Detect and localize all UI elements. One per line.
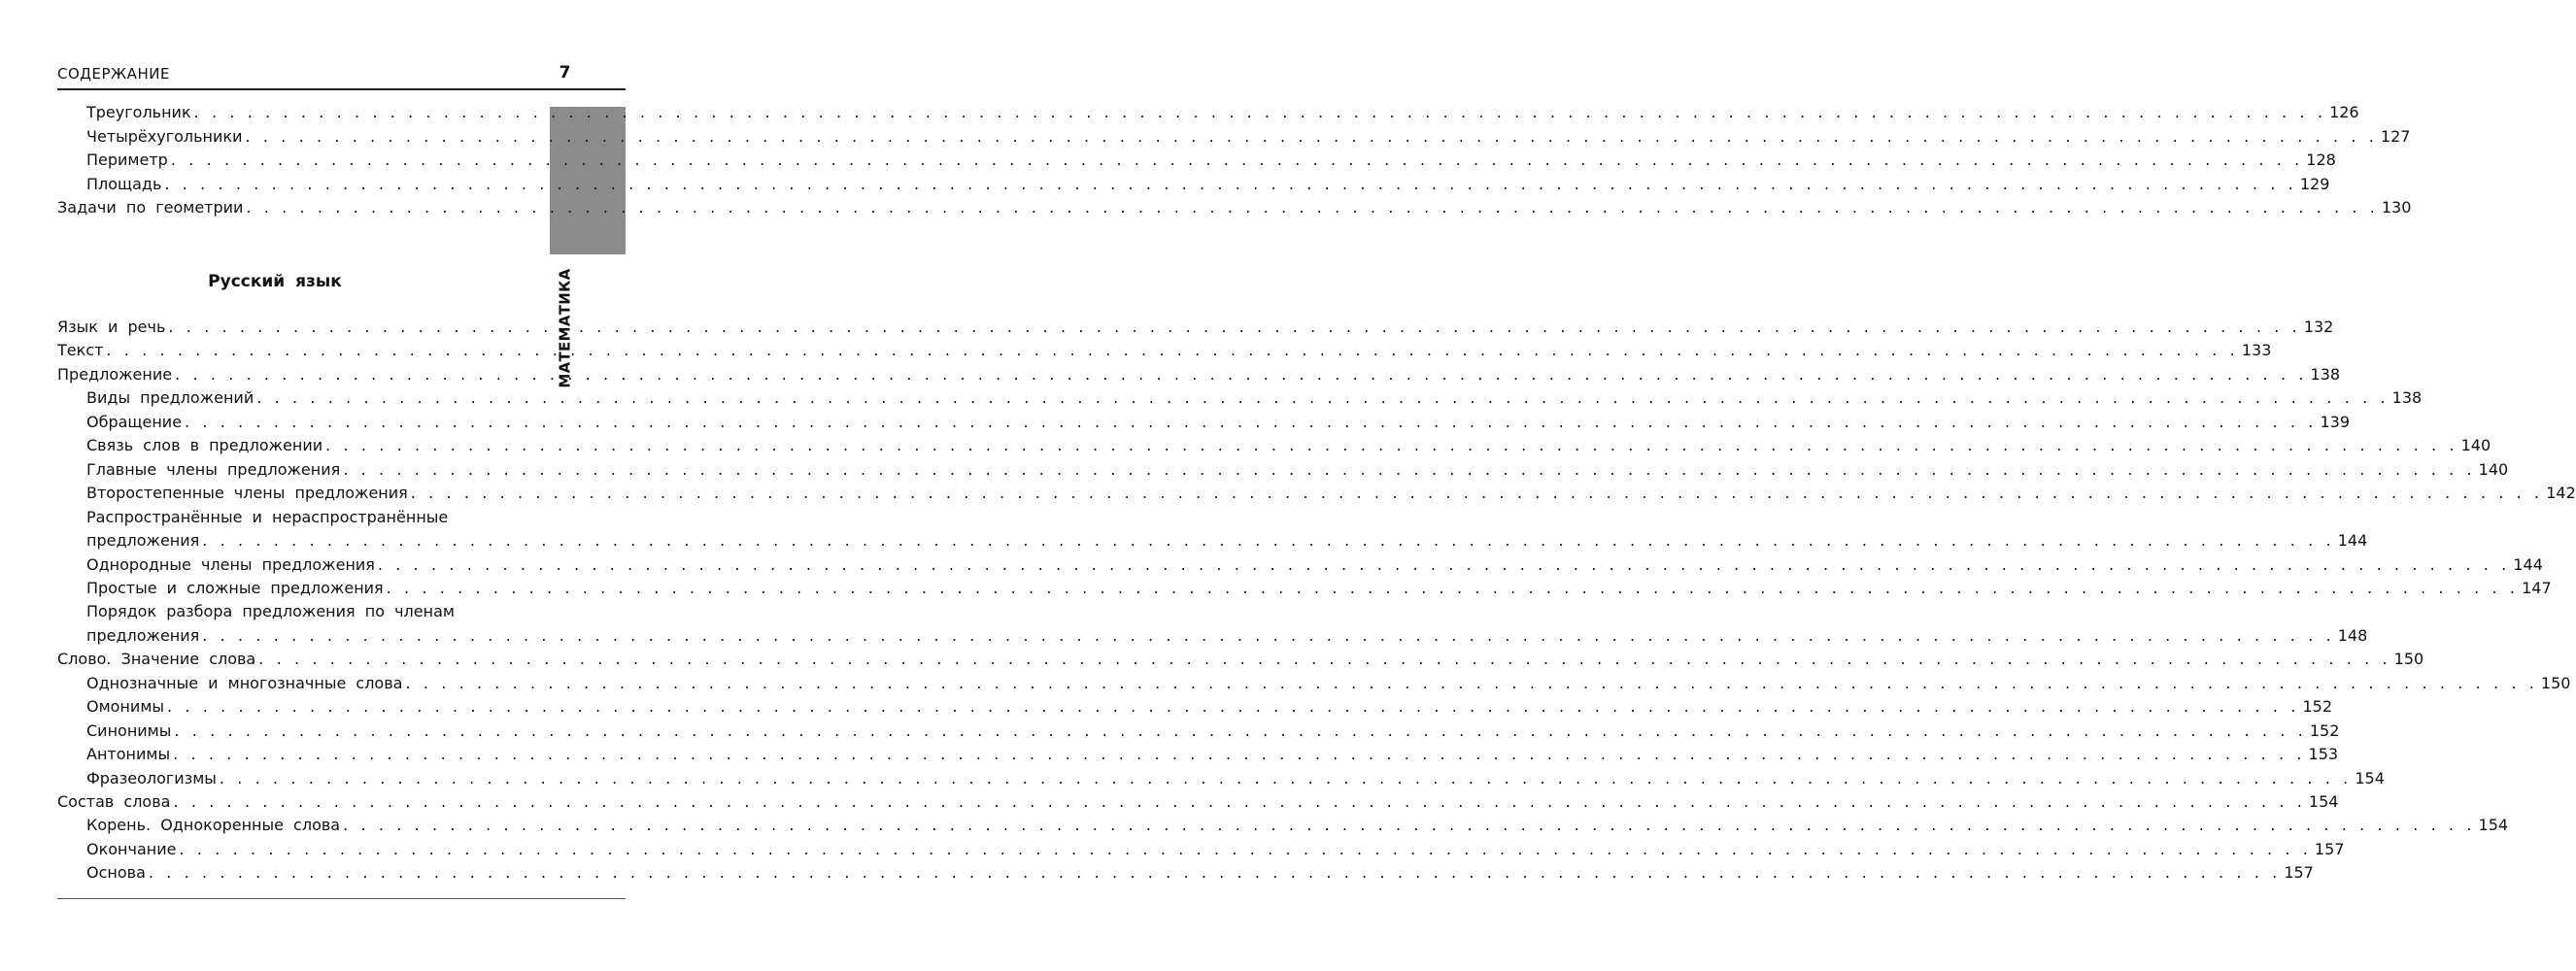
toc-entry-page: 147: [2522, 578, 2552, 597]
toc-entry-page: 152: [2309, 720, 2340, 740]
toc-entry: [57, 339, 2272, 362]
dot-leader: . . . . . . . . . . . . . . . . . . . . . . . . . . . . . . . . . . . . . . . . . . . . . . . . . . . . . . . . . . . . . . . . . . . . . . . . . . . . . . . . . . . . . . . . . . . . . . . . . . . . . . . . . . . . . . . . . . . . . . . .: [148, 863, 2282, 883]
toc-entry-page: 157: [2314, 839, 2345, 858]
toc-entry: [57, 648, 2424, 671]
toc-entry-label: Язык и речь: [57, 318, 166, 336]
toc-entry-label: Антонимы: [86, 745, 171, 764]
toc-entry-text: Порядок разбора предложения по членам: [86, 602, 455, 621]
toc-entry-label: Основа: [86, 863, 146, 883]
toc-entry: [86, 695, 2332, 719]
toc-entry-label: Синонимы: [86, 720, 172, 740]
toc-entry-label: Предложение: [57, 364, 173, 384]
toc-entry: [86, 814, 2509, 837]
dot-leader: . . . . . . . . . . . . . . . . . . . . . . . . . . . . . . . . . . . . . . . . . . . . . . . . . . . . . . . . . . . . . . . . . . . . . . . . . . . . . . . . . . . . . . . . . . . . . . . . . . . . . . . . . . . . . . . . . . . . . . . .: [164, 174, 2297, 193]
dot-leader: . . . . . . . . . . . . . . . . . . . . . . . . . . . . . . . . . . . . . . . . . . . . . . . . . . . . . . . . . . . . . . . . . . . . . . . . . . . . . . . . . . . . . . . . . . . . . . . . . . . . . . . . . . . . . . . . . . . . . . . .: [245, 126, 2378, 146]
toc-entry-label: Простые и сложные предложения: [86, 578, 384, 597]
toc-entry-page: 128: [2306, 151, 2336, 169]
toc-entry: [86, 672, 2571, 695]
toc-entry-page: 144: [2513, 554, 2543, 574]
dot-leader: . . . . . . . . . . . . . . . . . . . . . . . . . . . . . . . . . . . . . . . . . . . . . . . . . . . . . . . . . . . . . . . . . . . . . . . . . . . . . . . . . . . . . . . . . . . . . . . . . . . . . . . . . . . . . . . . . . . . . . . .: [185, 412, 2318, 431]
toc-entry-label: Однозначные и многозначные слова: [86, 673, 403, 692]
dot-leader: . . . . . . . . . . . . . . . . . . . . . . . . . . . . . . . . . . . . . . . . . . . . . . . . . . . . . . . . . . . . . . . . . . . . . . . . . . . . . . . . . . . . . . . . . . . . . . . . . . . . . . . . . . . . . . . . . . . . . . . .: [246, 198, 2379, 217]
header-rule: [57, 88, 626, 90]
dot-leader: . . . . . . . . . . . . . . . . . . . . . . . . . . . . . . . . . . . . . . . . . . . . . . . . . . . . . . . . . . . . . . . . . . . . . . . . . . . . . . . . . . . . . . . . . . . . . . . . . . . . . . . . . . . . . . . . . . . . . . . .: [405, 673, 2538, 692]
running-header: [57, 63, 571, 86]
toc-entry-label: Площадь: [86, 174, 162, 193]
toc-entry: [57, 363, 2341, 386]
toc-entry-label: Фразеологизмы: [86, 768, 217, 787]
toc-entry-label: Главные члены предложения: [86, 459, 341, 479]
toc-entry-page: 148: [2337, 625, 2368, 645]
toc-entry: [86, 434, 2491, 457]
dot-leader: . . . . . . . . . . . . . . . . . . . . . . . . . . . . . . . . . . . . . . . . . . . . . . . . . . . . . . . . . . . . . . . . . . . . . . . . . . . . . . . . . . . . . . . . . . . . . . . . . . . . . . . . . . . . . . . . . . . . . . . .: [173, 745, 2306, 764]
toc-entry: [86, 767, 2385, 790]
toc-entry-label: Связь слов в предложении: [86, 436, 323, 455]
toc-entry: [57, 196, 2412, 219]
dot-leader: . . . . . . . . . . . . . . . . . . . . . . . . . . . . . . . . . . . . . . . . . . . . . . . . . . . . . . . . . . . . . . . . . . . . . . . . . . . . . . . . . . . . . . . . . . . . . . . . . . . . . . . . . . . . . . . . . . . . . . . .: [219, 768, 2353, 787]
toc-entry: [86, 173, 2330, 196]
dot-leader: . . . . . . . . . . . . . . . . . . . . . . . . . . . . . . . . . . . . . . . . . . . . . . . . . . . . . . . . . . . . . . . . . . . . . . . . . . . . . . . . . . . . . . . . . . . . . . . . . . . . . . . . . . . . . . . . . . . . . . . .: [325, 436, 2458, 455]
toc-entry-page: 138: [2310, 364, 2341, 384]
toc-entry-page: 126: [2329, 103, 2359, 121]
toc-entry-page: 129: [2299, 174, 2330, 193]
toc-entry-label: Омонимы: [86, 697, 165, 717]
toc-entry-page: 142: [2546, 484, 2576, 503]
section-title: Русский язык: [208, 272, 342, 291]
toc-entry: [86, 458, 2509, 482]
dot-leader: . . . . . . . . . . . . . . . . . . . . . . . . . . . . . . . . . . . . . . . . . . . . . . . . . . . . . . . . . . . . . . . . . . . . . . . . . . . . . . . . . . . . . . . . . . . . . . . . . . . . . . . . . . . . . . . . . . . . . . . .: [202, 625, 2335, 645]
toc-entry-label: Слово. Значение слова: [57, 650, 256, 669]
toc-entry-label: предложения: [86, 625, 200, 645]
toc-entry: [57, 790, 2339, 814]
toc-entry: [57, 316, 2334, 339]
dot-leader: . . . . . . . . . . . . . . . . . . . . . . . . . . . . . . . . . . . . . . . . . . . . . . . . . . . . . . . . . . . . . . . . . . . . . . . . . . . . . . . . . . . . . . . . . . . . . . . . . . . . . . . . . . . . . . . . . . . . . . . .: [343, 816, 2476, 835]
toc-entry: [86, 125, 2411, 149]
toc-entry-label: Обращение: [86, 412, 183, 431]
toc-entry: [86, 386, 2423, 410]
toc-entry-text: Распространённые и нераспространённые: [86, 507, 449, 526]
toc-entry-label: предложения: [86, 531, 200, 551]
toc-entry-page: 154: [2478, 816, 2509, 835]
toc-entry: [86, 101, 2359, 124]
toc-entry: [86, 838, 2345, 861]
toc-entry-label: Четырёхугольники: [86, 126, 243, 146]
toc-entry-page: 144: [2337, 531, 2368, 551]
dot-leader: . . . . . . . . . . . . . . . . . . . . . . . . . . . . . . . . . . . . . . . . . . . . . . . . . . . . . . . . . . . . . . . . . . . . . . . . . . . . . . . . . . . . . . . . . . . . . . . . . . . . . . . . . . . . . . . . . . . . . . . .: [174, 720, 2307, 740]
toc-entry: [86, 529, 2368, 552]
toc-entry: [86, 720, 2340, 743]
toc-entry-page: 139: [2320, 412, 2351, 431]
toc-entry-label: Виды предложений: [86, 388, 254, 408]
dot-leader: . . . . . . . . . . . . . . . . . . . . . . . . . . . . . . . . . . . . . . . . . . . . . . . . . . . . . . . . . . . . . . . . . . . . . . . . . . . . . . . . . . . . . . . . . . . . . . . . . . . . . . . . . . . . . . . . . . . . . . . .: [258, 650, 2391, 669]
toc-entry-page: 157: [2284, 863, 2314, 883]
toc-entry-label: Периметр: [86, 151, 168, 169]
dot-leader: . . . . . . . . . . . . . . . . . . . . . . . . . . . . . . . . . . . . . . . . . . . . . . . . . . . . . . . . . . . . . . . . . . . . . . . . . . . . . . . . . . . . . . . . . . . . . . . . . . . . . . . . . . . . . . . . . . . . . . . .: [202, 531, 2335, 551]
toc-entry: [86, 861, 2314, 885]
dot-leader: . . . . . . . . . . . . . . . . . . . . . . . . . . . . . . . . . . . . . . . . . . . . . . . . . . . . . . . . . . . . . . . . . . . . . . . . . . . . . . . . . . . . . . . . . . . . . . . . . . . . . . . . . . . . . . . . . . . . . . . .: [256, 388, 2390, 408]
dot-leader: . . . . . . . . . . . . . . . . . . . . . . . . . . . . . . . . . . . . . . . . . . . . . . . . . . . . . . . . . . . . . . . . . . . . . . . . . . . . . . . . . . . . . . . . . . . . . . . . . . . . . . . . . . . . . . . . . . . . . . . .: [386, 578, 2520, 597]
dot-leader: . . . . . . . . . . . . . . . . . . . . . . . . . . . . . . . . . . . . . . . . . . . . . . . . . . . . . . . . . . . . . . . . . . . . . . . . . . . . . . . . . . . . . . . . . . . . . . . . . . . . . . . . . . . . . . . . . . . . . . . .: [168, 318, 2301, 336]
toc-entry: [86, 553, 2543, 577]
toc-entry: [86, 482, 2576, 505]
toc-entry-page: 150: [2393, 650, 2424, 669]
toc-entry-page: 152: [2302, 697, 2332, 717]
dot-leader: . . . . . . . . . . . . . . . . . . . . . . . . . . . . . . . . . . . . . . . . . . . . . . . . . . . . . . . . . . . . . . . . . . . . . . . . . . . . . . . . . . . . . . . . . . . . . . . . . . . . . . . . . . . . . . . . . . . . . . . .: [173, 792, 2306, 811]
toc-entry-label: Текст: [57, 341, 104, 360]
dot-leader: . . . . . . . . . . . . . . . . . . . . . . . . . . . . . . . . . . . . . . . . . . . . . . . . . . . . . . . . . . . . . . . . . . . . . . . . . . . . . . . . . . . . . . . . . . . . . . . . . . . . . . . . . . . . . . . . . . . . . . . .: [179, 839, 2312, 858]
toc-entry-label: Окончание: [86, 839, 177, 858]
toc-entry-page: 150: [2540, 673, 2571, 692]
toc-entry-page: 130: [2381, 198, 2412, 217]
toc-entry: [86, 577, 2552, 600]
dot-leader: . . . . . . . . . . . . . . . . . . . . . . . . . . . . . . . . . . . . . . . . . . . . . . . . . . . . . . . . . . . . . . . . . . . . . . . . . . . . . . . . . . . . . . . . . . . . . . . . . . . . . . . . . . . . . . . . . . . . . . . .: [343, 459, 2476, 479]
page-number: 7: [559, 63, 571, 83]
toc-entry-page: 132: [2303, 318, 2334, 336]
toc-entry: [86, 149, 2336, 172]
toc-entry-page: 138: [2391, 388, 2423, 408]
dot-leader: . . . . . . . . . . . . . . . . . . . . . . . . . . . . . . . . . . . . . . . . . . . . . . . . . . . . . . . . . . . . . . . . . . . . . . . . . . . . . . . . . . . . . . . . . . . . . . . . . . . . . . . . . . . . . . . . . . . . . . . .: [410, 484, 2544, 503]
toc-entry-label: Задачи по геометрии: [57, 198, 244, 217]
toc-entry-label: Корень. Однокоренные слова: [86, 816, 341, 835]
toc-entry-label: Второстепенные члены предложения: [86, 484, 408, 503]
toc-entry-page: 154: [2355, 768, 2385, 787]
toc-entry-page: 140: [2460, 436, 2491, 455]
toc-entry-label: Треугольник: [86, 103, 191, 121]
toc-entry-label: Однородные члены предложения: [86, 554, 375, 574]
toc-entry-page: 153: [2308, 745, 2339, 764]
toc-entry-page: 154: [2308, 792, 2339, 811]
toc-entry-label: Состав слова: [57, 792, 171, 811]
toc-entry: [86, 624, 2368, 648]
dot-leader: . . . . . . . . . . . . . . . . . . . . . . . . . . . . . . . . . . . . . . . . . . . . . . . . . . . . . . . . . . . . . . . . . . . . . . . . . . . . . . . . . . . . . . . . . . . . . . . . . . . . . . . . . . . . . . . . . . . . . . . .: [175, 364, 2308, 384]
toc-entry-page: 133: [2241, 341, 2272, 360]
dot-leader: . . . . . . . . . . . . . . . . . . . . . . . . . . . . . . . . . . . . . . . . . . . . . . . . . . . . . . . . . . . . . . . . . . . . . . . . . . . . . . . . . . . . . . . . . . . . . . . . . . . . . . . . . . . . . . . . . . . . . . . .: [106, 341, 2239, 360]
toc-entry-page: 140: [2478, 459, 2509, 479]
dot-leader: . . . . . . . . . . . . . . . . . . . . . . . . . . . . . . . . . . . . . . . . . . . . . . . . . . . . . . . . . . . . . . . . . . . . . . . . . . . . . . . . . . . . . . . . . . . . . . . . . . . . . . . . . . . . . . . . . . . . . . . .: [170, 151, 2304, 169]
footer-rule: [57, 898, 626, 899]
dot-leader: . . . . . . . . . . . . . . . . . . . . . . . . . . . . . . . . . . . . . . . . . . . . . . . . . . . . . . . . . . . . . . . . . . . . . . . . . . . . . . . . . . . . . . . . . . . . . . . . . . . . . . . . . . . . . . . . . . . . . . . .: [193, 103, 2327, 121]
dot-leader: . . . . . . . . . . . . . . . . . . . . . . . . . . . . . . . . . . . . . . . . . . . . . . . . . . . . . . . . . . . . . . . . . . . . . . . . . . . . . . . . . . . . . . . . . . . . . . . . . . . . . . . . . . . . . . . . . . . . . . . .: [377, 554, 2511, 574]
side-tab-text: МАТЕМАТИКА: [557, 268, 574, 388]
toc-entry: [86, 743, 2339, 766]
header-title: СОДЕРЖАНИЕ: [57, 65, 170, 83]
toc-entry-page: 127: [2380, 126, 2411, 146]
toc-entry: [86, 411, 2351, 434]
dot-leader: . . . . . . . . . . . . . . . . . . . . . . . . . . . . . . . . . . . . . . . . . . . . . . . . . . . . . . . . . . . . . . . . . . . . . . . . . . . . . . . . . . . . . . . . . . . . . . . . . . . . . . . . . . . . . . . . . . . . . . . .: [167, 697, 2300, 717]
